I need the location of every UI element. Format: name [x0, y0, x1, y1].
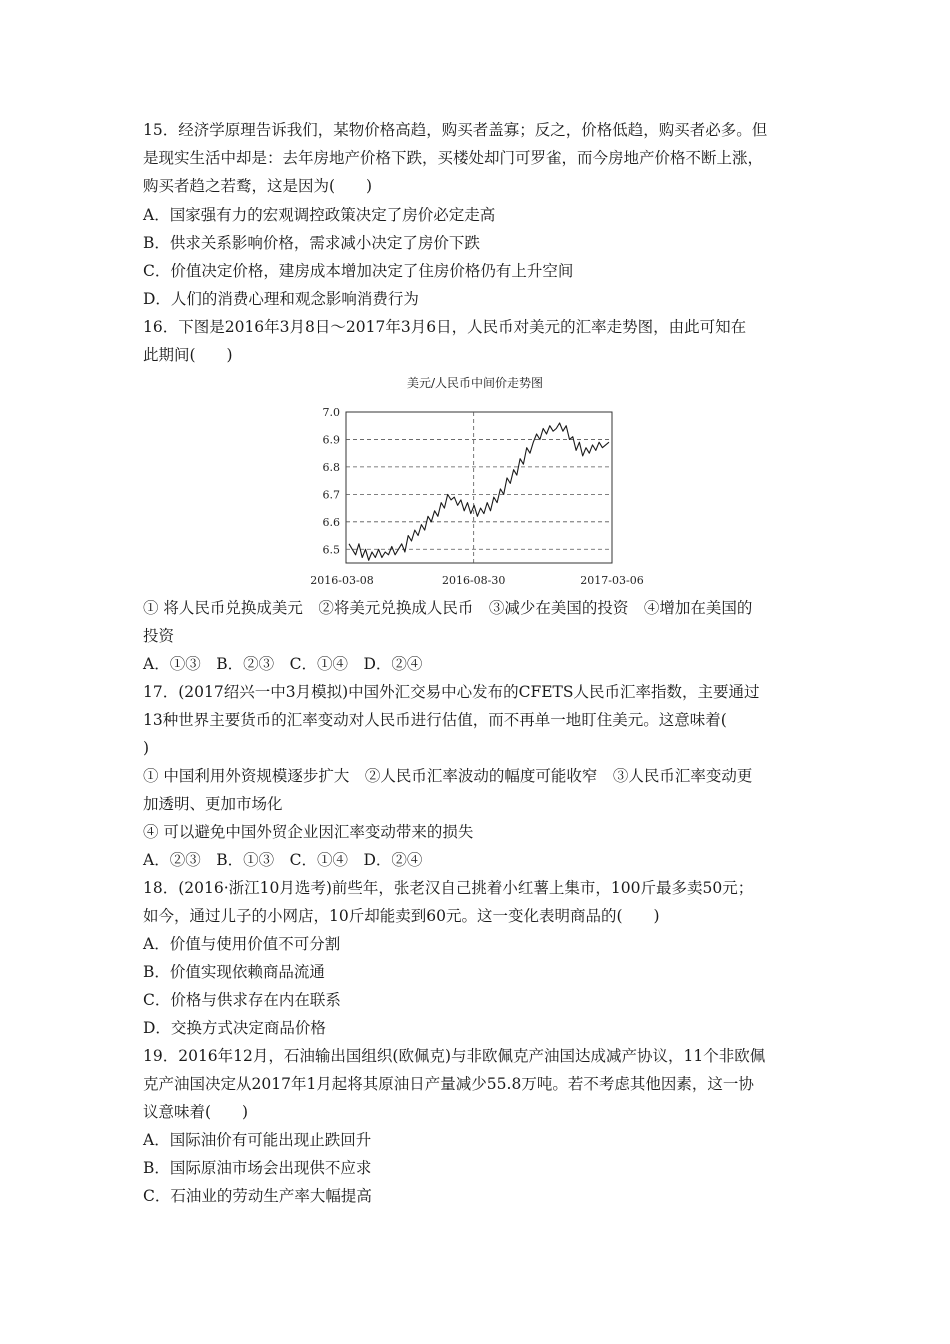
q19-line-1: 19．2016年12月，石油输出国组织(欧佩克)与非欧佩克产油国达成减产协议，11个非欧佩	[143, 1047, 766, 1065]
q19-line-2: 克产油国决定从2017年1月起将其原油日产量减少55.8万吨。若不考虑其他因素，这一协	[143, 1075, 754, 1093]
q17-line-1: 17．(2017绍兴一中3月模拟)中国外汇交易中心发布的CFETS人民币汇率指数，主要通过	[143, 683, 760, 701]
y-tick-label: 7.0	[322, 406, 340, 419]
y-tick-label: 6.9	[322, 433, 340, 447]
q18-line-2: 如今，通过儿子的小网店，10斤却能卖到60元。这一变化表明商品的( )	[143, 907, 660, 925]
chart-title: 美元/人民币中间价走势图	[406, 376, 544, 390]
q18-option-b: B．价值实现依赖商品流通	[143, 963, 325, 981]
plot-frame	[346, 412, 612, 563]
q16-statements-line-1: ① 将人民币兑换成美元 ②将美元兑换成人民币 ③减少在美国的投资 ④增加在美国的	[143, 599, 753, 617]
x-tick-label: 2016-03-08	[310, 574, 374, 587]
q15-line-2: 是现实生活中却是：去年房地产价格下跌，买楼处却门可罗雀，而今房地产价格不断上涨，	[143, 149, 764, 167]
q19-option-c: C．石油业的劳动生产率大幅提高	[143, 1187, 372, 1205]
y-tick-label: 6.5	[322, 543, 340, 557]
q17-statements-line-1: ① 中国利用外资规模逐步扩大 ②人民币汇率波动的幅度可能收窄 ③人民币汇率变动更	[143, 767, 753, 785]
q17-line-3: )	[143, 739, 150, 757]
y-tick-label: 6.8	[322, 460, 340, 474]
y-tick-label: 6.7	[322, 488, 340, 502]
q15-option-c: C．价值决定价格，建房成本增加决定了住房价格仍有上升空间	[143, 262, 574, 280]
q17-statements-line-2: 加透明、更加市场化	[143, 795, 283, 813]
q19-option-b: B．国际原油市场会出现供不应求	[143, 1159, 372, 1177]
q15-line-1: 15．经济学原理告诉我们，某物价格高趋，购买者盖寡；反之，价格低趋，购买者必多。但	[143, 121, 768, 139]
y-tick-label: 6.6	[322, 515, 340, 529]
exchange-rate-chart	[300, 398, 650, 594]
q15-option-a: A．国家强有力的宏观调控政策决定了房价必定走高	[143, 206, 496, 224]
q17-line-2: 13种世界主要货币的汇率变动对人民币进行估值，而不再单一地盯住美元。这意味着(	[143, 711, 727, 729]
x-tick-label: 2017-03-06	[580, 574, 644, 587]
q18-option-a: A．价值与使用价值不可分割	[143, 935, 341, 953]
q19-option-a: A．国际油价有可能出现止跌回升	[143, 1131, 372, 1149]
q17-statements-line-3: ④ 可以避免中国外贸企业因汇率变动带来的损失	[143, 823, 474, 841]
q15-line-3: 购买者趋之若鹜，这是因为( )	[143, 177, 373, 195]
q17-options: A．②③ B．①③ C．①④ D．②④	[143, 851, 423, 869]
q16-line-2: 此期间( )	[143, 346, 233, 364]
q16-line-1: 16．下图是2016年3月8日～2017年3月6日，人民币对美元的汇率走势图，由此可知在	[143, 318, 747, 336]
x-tick-label: 2016-08-30	[441, 574, 506, 587]
q16-statements-line-2: 投资	[143, 627, 175, 645]
series-line-usd-cny	[349, 423, 609, 560]
q15-option-d: D．人们的消费心理和观念影响消费行为	[143, 290, 419, 308]
q15-option-b: B．供求关系影响价格，需求减小决定了房价下跌	[143, 234, 480, 252]
q18-option-c: C．价格与供求存在内在联系	[143, 991, 341, 1009]
q16-options: A．①③ B．②③ C．①④ D．②④	[143, 655, 423, 673]
q18-option-d: D．交换方式决定商品价格	[143, 1019, 326, 1037]
q19-line-3: 议意味着( )	[143, 1103, 249, 1121]
q18-line-1: 18．(2016·浙江10月选考)前些年，张老汉自己挑着小红薯上集市，100斤最多卖50元；	[143, 879, 754, 897]
